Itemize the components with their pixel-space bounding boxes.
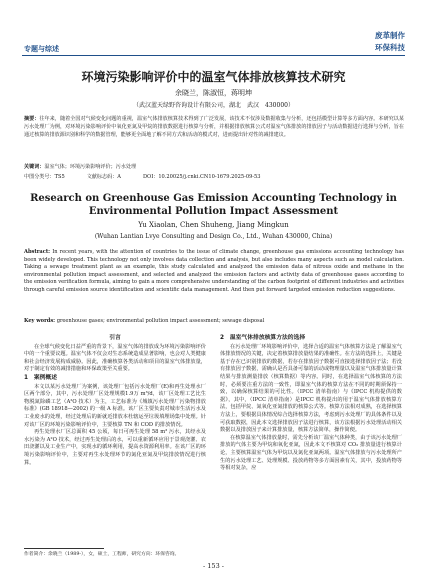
section-1-paragraph-2: 再生处理水厂区总面积 45 公顷，每日可再生处理 58 m³ 污水，其经水及水污染为 A²O 技术，经过再生处理后的水，可以重新循环应用于景观浇灌、农田浇灌以及工业生产中，实现水的循环利用，提高水资源利用率。在该厂区的环境污染影响评价中，主要对再生水处理环节的氮化亚氮及甲烷排放情况进行核算。 [24, 429, 206, 466]
abstract-chinese [24, 116, 404, 139]
section-2-heading: 2 温室气体排放核算方法的选择 [220, 335, 306, 341]
journal-name-line2: 环保科技 [375, 43, 405, 52]
page-number: - 153 - [203, 562, 224, 570]
title-chinese: 环境污染影响评价中的温室气体排放核算技术研究 [81, 70, 346, 84]
authors-english: Yu Xiaolan, Chen Shuheng, Jiang Mingkun [138, 221, 289, 229]
body-right-column [220, 334, 402, 473]
classification-meta [24, 174, 283, 181]
keywords-cn-label: 关键词： [24, 164, 45, 170]
abstract-english [24, 249, 404, 295]
title-english: Research on Greenhouse Gas Emission Accounting Technology in Environmental Pollution Impact Assessment [30, 193, 397, 217]
body-left-column [24, 334, 206, 467]
intro-paragraph: 在全球气候变化日益严重的背景下，温室气体的排放成为环境污染影响评价中的一个重要议题。温室气体不仅会对生态系统造成显著影响，也会对人类健康和社会经济发展构成威胁。因此，准确核算各类活动和项目的温室气体排放量，对于制定有效的减排措施和环保政策至关重要。 [24, 343, 206, 373]
abstract-en-label: Abstract: [24, 249, 51, 255]
section-label: 专题与综述 [24, 45, 59, 53]
affiliation-chinese: （武汉蓝天绿野咨询设计有限公司，湖北 武汉 430000） [133, 102, 294, 109]
abstract-cn-text: 往年来，随着全国对气候变化问题的重视，温室气体排放核算技术得到了广泛发展，该技术不仅涉及数据收集与分析，还包括模型计算等多方面内容。本研究以某污水处理厂为例，对环境污染影响评价中氧化亚氮及甲烷的排放数据进行核算与分析，并根据排放核算公式对温室气体排放的排放因子与活动数据进行选择与分析，旨在通过核算的排放源识别和科学的数据管理，能够更全面地了解不同方式和活动的模式对，进而提出针对性的减排建议。 [24, 116, 404, 138]
keywords-chinese [24, 164, 404, 171]
keywords-en-text: greenhouse gases; environmental pollution impact assessment; sewage disposal [56, 318, 265, 324]
authors-chinese: 余晓兰，陈淑恒，蒋明坤 [175, 89, 252, 97]
doi: DOI：10.20025/j.cnki.CN10-1679.2025-09-53 [142, 174, 261, 180]
keywords-en-label: Key words: [24, 318, 56, 324]
journal-name [375, 30, 405, 53]
abstract-cn-label: 摘要： [24, 116, 40, 122]
section-1-heading: 1 案例概述 [24, 374, 58, 381]
section-2-paragraph-2: 在核算温室气体排放量时，需先分析该厂温室气体种类，由于该污水处理厂排放的气体主要为甲烷和氧化亚氮，因此本文不核算对 CO₂ 排放量进行核算计论，主要核算温室气体为甲烷以及氮化亚氮两项。温室气体排放与污水处理所产生的污水处理工艺、处理规模、投放药物等多方面因素有关，其中，投放药物等等相对复杂，应 [220, 434, 402, 472]
journal-name-line1: 废革制作 [375, 31, 405, 40]
keywords-english [24, 318, 404, 325]
section-2-paragraph-1: 在污水处理厂环境影响评价中，选择合适的温室气体核算方法是了解温室气体排放情况的关键，决定着核算排放量结果的准确性。在方法的选择上，关键是基于存在已识别排放的数据，若存在排放因子数据可直接选择排放因子法；若没有排放因子数据，需确认是否具备可靠的活动或物理量以及温室气体排放量计算结果与排放测量排放（核算数据）等内容。同时，在选择温室气体核算的方法时，必须要注重方法的一致性，即温室气体的核算方法在不同的时期须保持一致，以确保核算结果的可比性。（IPCC 清单指南）与《IPCC 机构提供的数据》，其中，（IPCC 清单指南）是IPCC 机构提出的用于温室气体排放核算方法，包括甲烷、氮氧化亚氮排放的核算公式等。核算方法相对成熟，在选择核算方法上，要根据具体情况综合选择核算方法，考虑到污水处理厂的具体条件以及可获取数据，因此本文选择排放因子法进行核算，该方法根据污水处理活动相关数据以及排放因子来计算排放量，核算方法简单，操作简便。 [220, 343, 402, 434]
abstract-en-text: In recent years, with the attention of countries to the issue of climate change, greenhouse gas emissions accounting technology has been widely developed. This technology not only involves data collection and analysis, but also includes many aspects such as model calculation. Taking a sewage treatment plant as an example, this study calculated and analyzed the emission data of nitrous oxide and methane in the environmental pollution impact assessment, and selected and analyzed the emission factors and activity data of greenhouse gases according to the emission verification formula, aiming to gain a more comprehensive understanding of the carbon footprint of different industries and activities through careful emission source identification and scientific data management. And then put forward targeted emission reduction suggestions. [24, 249, 405, 293]
keywords-cn-text: 温室气体；环境污染影响评价；污水处理 [44, 164, 137, 170]
footnote-divider [24, 548, 104, 549]
intro-heading: 引言 [109, 335, 121, 341]
section-1-paragraph-1: 本文以某污水处理厂为案例，该处理厂包括污水处理厂(E)和再生处理水厂区两个部分，其中，污水处理厂区处理规模1.9万 m³/d，该厂区处理工艺比生物脱氮除磷工艺（A²O 技术）为主，工艺标准为《城镇污水处理厂污染物排放标准》(GB 18918—2002) 的一级 A 标准。该厂区主要负责对城市生活污水及工业废水的处理，经过处理后的新就近排放本杜辖运至垃圾填埋场集中处理。针对该厂区的环境污染影响评价中，主要核算 TN 和 COD 的排放情况。 [24, 383, 206, 428]
author-footnote: 作者简介：余晓兰（1989-），女，硕士，工程师，研究方向：环保咨询。 [24, 552, 180, 557]
clc-number: 中图分类号：TS5 [24, 174, 65, 180]
header-divider [22, 55, 405, 56]
affiliation-english: (Wuhan Lantian Lvye Consulting and Design Co., Ltd., Wuhan 430000, China) [94, 233, 333, 240]
document-code: 文献标志码：A [86, 174, 121, 180]
